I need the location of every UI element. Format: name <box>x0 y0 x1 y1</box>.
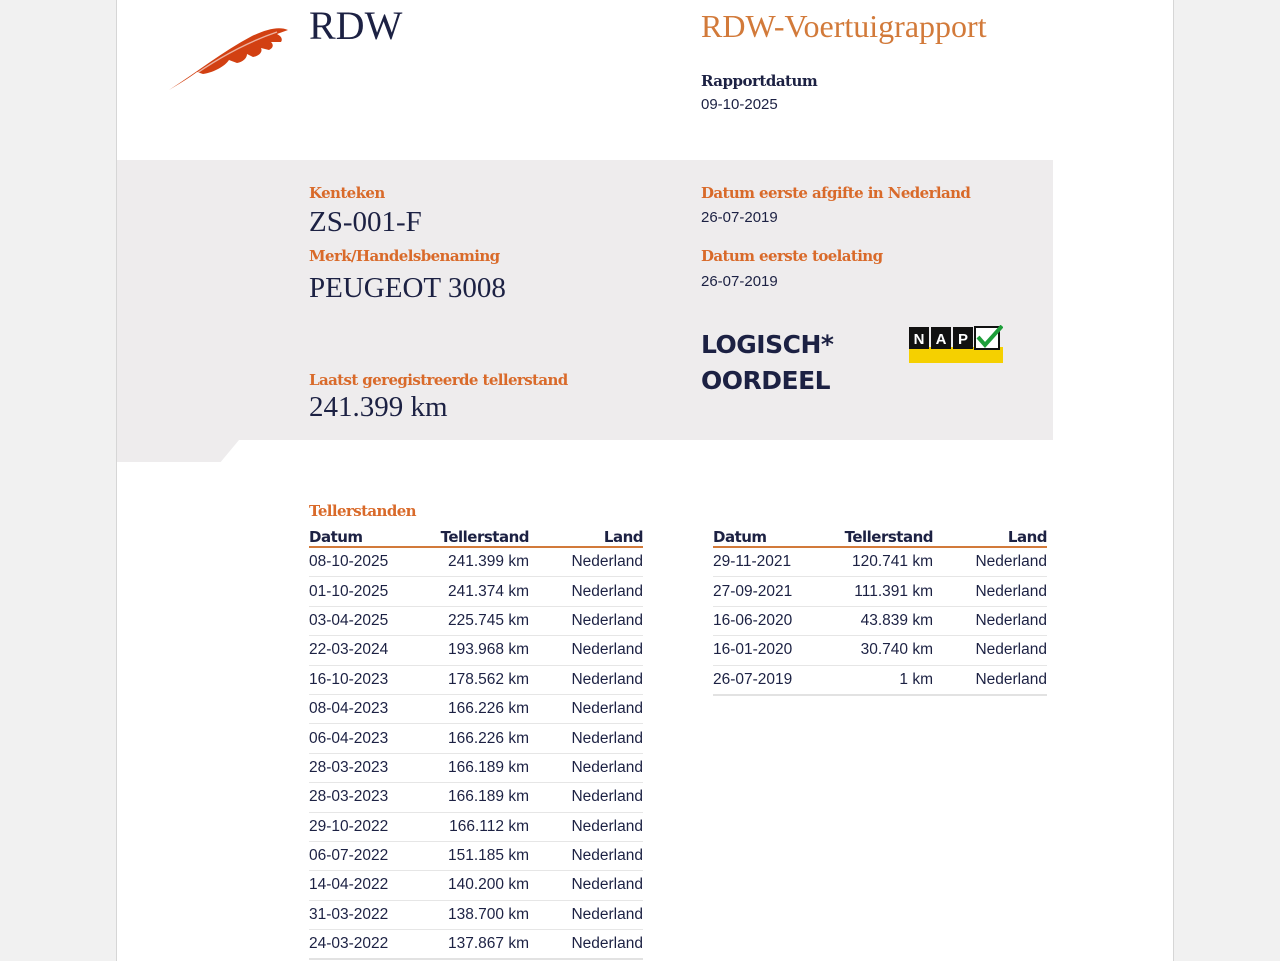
table-row <box>309 695 643 724</box>
vehicle-summary-panel <box>117 160 1053 440</box>
cell-country: Nederland <box>975 641 1047 659</box>
table-row <box>309 548 643 577</box>
cell-date: 27-09-2021 <box>713 582 793 600</box>
table-row <box>309 901 643 930</box>
plate-value: ZS-001-F <box>309 206 422 238</box>
cell-date: 24-03-2022 <box>309 935 389 953</box>
report-title: RDW-Voertuigrapport <box>701 8 987 44</box>
first-nl-label: Datum eerste afgifte in Nederland <box>701 184 971 202</box>
nap-letter-a: A <box>935 331 947 348</box>
brand-title: RDW <box>309 3 403 48</box>
cell-odometer: 43.839 km <box>860 611 933 629</box>
table-row <box>309 930 643 960</box>
table-row <box>309 842 643 871</box>
cell-date: 03-04-2025 <box>309 611 389 629</box>
cell-date: 08-10-2025 <box>309 553 389 571</box>
cell-odometer: 120.741 km <box>852 553 933 571</box>
table-header <box>309 526 643 548</box>
cell-country: Nederland <box>571 582 643 600</box>
column-header-date: Datum <box>713 528 767 546</box>
table-row <box>309 813 643 842</box>
cell-date: 16-01-2020 <box>713 641 793 659</box>
cell-odometer: 151.185 km <box>448 847 529 865</box>
cell-odometer: 166.112 km <box>449 817 529 835</box>
cell-date: 29-10-2022 <box>309 817 389 835</box>
cell-odometer: 30.740 km <box>860 641 933 659</box>
table-body <box>309 548 643 960</box>
make-label: Merk/Handelsbenaming <box>309 247 500 265</box>
cell-date: 16-10-2023 <box>309 670 389 688</box>
table-row <box>309 871 643 900</box>
cell-date: 31-03-2022 <box>309 905 389 923</box>
verdict-line-2: OORDEEL <box>701 366 831 395</box>
cell-country: Nederland <box>571 758 643 776</box>
table-row <box>309 636 643 665</box>
cell-country: Nederland <box>571 553 643 571</box>
cell-date: 06-04-2023 <box>309 729 389 747</box>
cell-odometer: 166.226 km <box>448 729 529 747</box>
cell-country: Nederland <box>571 641 643 659</box>
table-row <box>309 666 643 695</box>
first-admission-value: 26-07-2019 <box>701 273 778 290</box>
cell-date: 29-11-2021 <box>713 553 792 571</box>
cell-country: Nederland <box>571 729 643 747</box>
verdict-line-1: LOGISCH* <box>701 330 834 359</box>
cell-country: Nederland <box>571 847 643 865</box>
cell-country: Nederland <box>571 935 643 953</box>
cell-date: 06-07-2022 <box>309 847 389 865</box>
cell-date: 22-03-2024 <box>309 641 389 659</box>
first-nl-value: 26-07-2019 <box>701 209 778 226</box>
cell-odometer: 193.968 km <box>448 641 529 659</box>
odometer-label: Laatst geregistreerde tellerstand <box>309 371 568 389</box>
cell-odometer: 241.374 km <box>448 582 529 600</box>
cell-date: 14-04-2022 <box>309 876 389 894</box>
table-row <box>309 724 643 753</box>
odometer-table-left <box>309 526 643 960</box>
odometer-table-title: Tellerstanden <box>309 502 416 520</box>
cell-country: Nederland <box>975 582 1047 600</box>
cell-date: 26-07-2019 <box>713 670 793 688</box>
table-row <box>309 783 643 812</box>
cell-country: Nederland <box>571 788 643 806</box>
cell-odometer: 111.391 km <box>854 582 933 600</box>
rdw-logo-icon <box>167 22 289 92</box>
column-header-date: Datum <box>309 528 363 546</box>
cell-country: Nederland <box>571 905 643 923</box>
column-header-odometer: Tellerstand <box>844 528 933 546</box>
table-row <box>309 607 643 636</box>
cell-odometer: 225.745 km <box>448 611 529 629</box>
cell-date: 16-06-2020 <box>713 611 793 629</box>
cell-odometer: 178.562 km <box>448 670 529 688</box>
cell-country: Nederland <box>571 817 643 835</box>
report-date-value: 09-10-2025 <box>701 96 778 113</box>
cell-date: 28-03-2023 <box>309 788 389 806</box>
cell-date: 28-03-2023 <box>309 758 389 776</box>
cell-odometer: 1 km <box>899 670 933 688</box>
report-date-label: Rapportdatum <box>701 72 818 90</box>
table-row <box>713 666 1047 696</box>
cell-date: 08-04-2023 <box>309 700 389 718</box>
nap-letter-n: N <box>913 331 925 348</box>
column-header-odometer: Tellerstand <box>440 528 529 546</box>
cell-country: Nederland <box>975 553 1047 571</box>
cell-country: Nederland <box>571 876 643 894</box>
cell-odometer: 140.200 km <box>448 876 529 894</box>
odometer-value: 241.399 km <box>309 391 448 423</box>
panel-tab-decoration <box>117 440 239 462</box>
report-page <box>116 0 1174 961</box>
cell-country: Nederland <box>975 611 1047 629</box>
column-header-country: Land <box>603 528 643 546</box>
cell-country: Nederland <box>975 670 1047 688</box>
cell-odometer: 138.700 km <box>448 905 529 923</box>
cell-date: 01-10-2025 <box>309 582 389 600</box>
column-header-country: Land <box>1007 528 1047 546</box>
table-row <box>309 754 643 783</box>
table-row <box>309 577 643 606</box>
cell-odometer: 166.226 km <box>448 700 529 718</box>
cell-country: Nederland <box>571 670 643 688</box>
cell-odometer: 166.189 km <box>448 758 529 776</box>
table-row <box>713 607 1047 636</box>
first-admission-label: Datum eerste toelating <box>701 247 883 265</box>
nap-letter-p: P <box>957 331 969 348</box>
table-row <box>713 548 1047 577</box>
plate-label: Kenteken <box>309 184 385 202</box>
cell-odometer: 137.867 km <box>448 935 529 953</box>
cell-country: Nederland <box>571 700 643 718</box>
table-row <box>713 577 1047 606</box>
table-header <box>713 526 1047 548</box>
cell-odometer: 241.399 km <box>448 553 529 571</box>
cell-odometer: 166.189 km <box>448 788 529 806</box>
table-body <box>713 548 1047 696</box>
make-value: PEUGEOT 3008 <box>309 272 506 304</box>
cell-country: Nederland <box>571 611 643 629</box>
table-row <box>713 636 1047 665</box>
nap-logo-icon <box>909 325 1003 365</box>
odometer-table-right <box>713 526 1047 696</box>
